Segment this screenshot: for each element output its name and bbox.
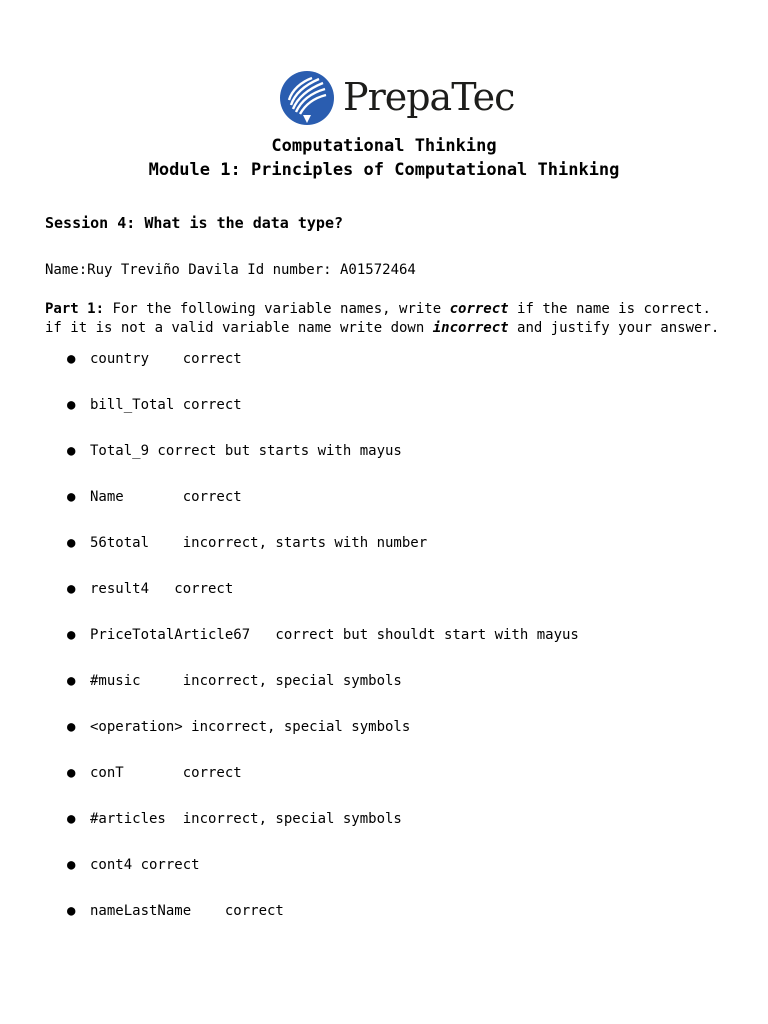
bullet-icon: ● bbox=[67, 397, 76, 413]
part1-line2-after: and justify your answer. bbox=[508, 320, 720, 336]
course-title: Computational Thinking bbox=[271, 136, 497, 156]
bullet-icon: ● bbox=[67, 903, 76, 919]
answer-text: #music incorrect, special symbols bbox=[90, 673, 402, 689]
logo-wordmark: PrepaTec bbox=[343, 75, 515, 119]
bullet-icon: ● bbox=[67, 811, 76, 827]
part1-line1-before: For the following variable names, write bbox=[104, 301, 450, 317]
answer-text: <operation> incorrect, special symbols bbox=[90, 719, 411, 735]
module-title: Module 1: Principles of Computational Thinking bbox=[148, 160, 620, 180]
answer-text: bill_Total correct bbox=[90, 397, 242, 413]
answer-text: nameLastName correct bbox=[90, 903, 284, 919]
bullet-icon: ● bbox=[67, 489, 76, 505]
answer-text: Total_9 correct but starts with mayus bbox=[90, 443, 402, 459]
answer-text: conT correct bbox=[90, 765, 242, 781]
bullet-icon: ● bbox=[67, 765, 76, 781]
answer-text: PriceTotalArticle67 correct but shouldt start with mayus bbox=[90, 627, 579, 643]
bullet-icon: ● bbox=[67, 351, 76, 367]
answer-text: country correct bbox=[90, 351, 242, 367]
bullet-icon: ● bbox=[67, 673, 76, 689]
session-title: Session 4: What is the data type? bbox=[45, 214, 344, 232]
student-name-line: Name:Ruy Treviño Davila Id number: A01572464 bbox=[45, 262, 416, 278]
bullet-icon: ● bbox=[67, 581, 76, 597]
part1-line2-before: if it is not a valid variable name write down bbox=[45, 320, 433, 336]
correct-keyword: correct bbox=[449, 301, 509, 317]
answer-text: #articles incorrect, special symbols bbox=[90, 811, 402, 827]
answer-text: Name correct bbox=[90, 489, 242, 505]
incorrect-keyword: incorrect bbox=[432, 320, 509, 336]
answer-text: cont4 correct bbox=[90, 857, 200, 873]
bullet-icon: ● bbox=[67, 719, 76, 735]
bullet-icon: ● bbox=[67, 535, 76, 551]
bullet-icon: ● bbox=[67, 443, 76, 459]
bullet-icon: ● bbox=[67, 627, 76, 643]
bullet-icon: ● bbox=[67, 857, 76, 873]
answer-text: result4 correct bbox=[90, 581, 234, 597]
part1-line1-after: if the name is correct. bbox=[508, 301, 711, 317]
answer-text: 56total incorrect, starts with number bbox=[90, 535, 428, 551]
part1-label: Part 1: bbox=[45, 301, 105, 317]
